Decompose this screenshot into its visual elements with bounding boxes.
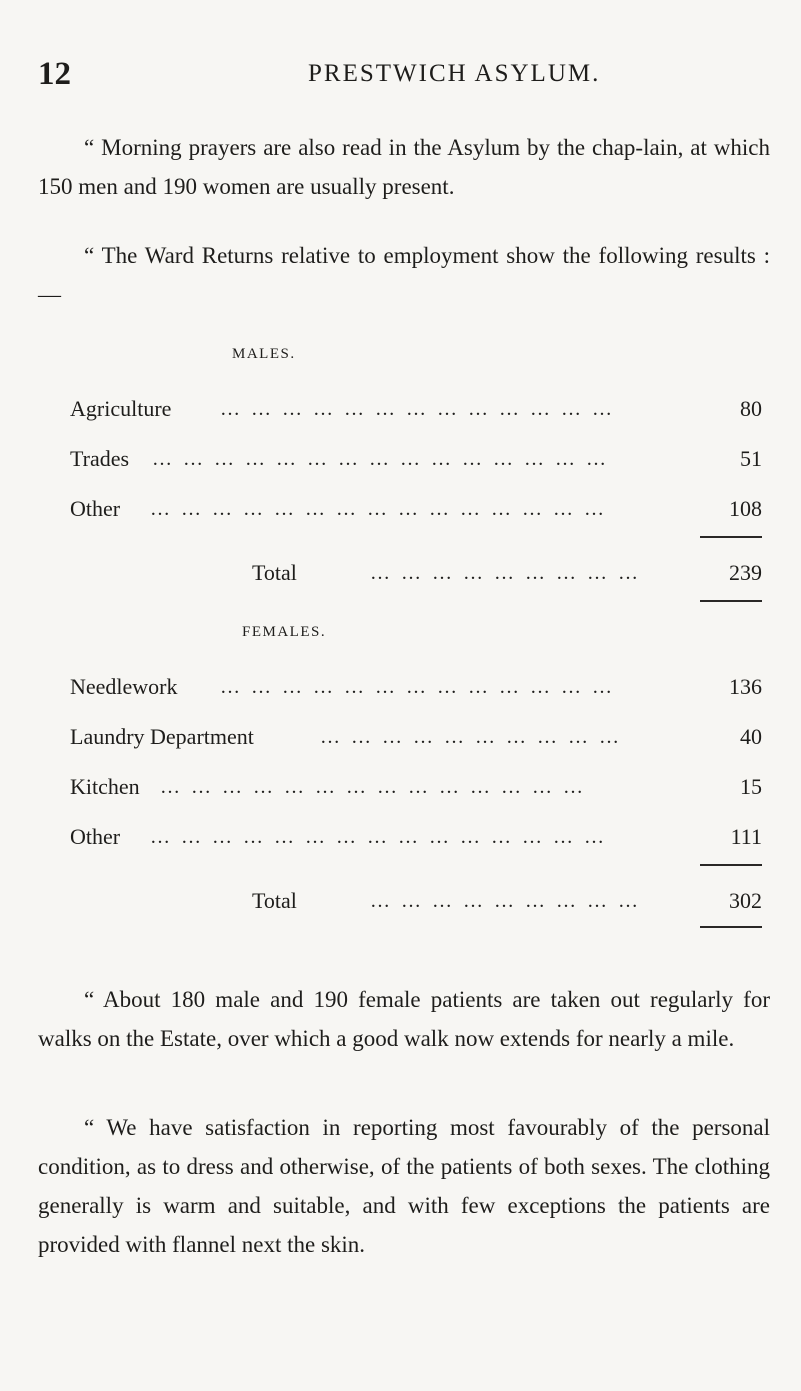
row-label: Laundry Department (70, 724, 254, 749)
paragraph-walks: “ About 180 male and 190 female patients are taken out regularly for walks on the Estate, over which a good walk now extends for nearly a mile. (38, 987, 770, 1051)
row-label: Kitchen (70, 774, 140, 799)
row-value: 51 (740, 446, 762, 471)
row-value: 80 (740, 396, 762, 421)
table-row (70, 494, 762, 524)
leader-dots: … … … … … … … … … … … … … (220, 398, 615, 420)
table-row (70, 672, 762, 702)
females-heading: FEMALES. (242, 624, 327, 640)
row-value: 108 (729, 496, 762, 521)
total-rule (700, 600, 762, 602)
total-label: Total (252, 560, 297, 585)
leader-dots: … … … … … … … … … (370, 562, 641, 584)
leader-dots: … … … … … … … … … … … … … (220, 676, 615, 698)
leader-dots: … … … … … … … … … … … … … … … (152, 448, 609, 470)
paragraph-prayers: “ Morning prayers are also read in the Asylum by the chap-lain, at which 150 men and 190 women are usually present. (38, 135, 770, 199)
total-label: Total (252, 888, 297, 913)
total-value: 239 (729, 560, 762, 585)
table-row-total (70, 886, 762, 916)
row-value: 15 (740, 774, 762, 799)
row-label: Other (70, 824, 121, 849)
males-heading: MALES. (232, 346, 296, 362)
table-row (70, 722, 762, 752)
table-row-total (70, 558, 762, 588)
row-label: Other (70, 496, 121, 521)
table-row (70, 822, 762, 852)
table-row (70, 394, 762, 424)
row-label: Trades (70, 446, 130, 471)
running-head: PRESTWICH ASYLUM. (308, 60, 601, 87)
leader-dots: … … … … … … … … … … (320, 726, 622, 748)
page-number: 12 (38, 56, 71, 92)
row-value: 111 (730, 824, 762, 849)
row-label: Needlework (70, 674, 178, 699)
row-label: Agriculture (70, 396, 172, 421)
leader-dots: … … … … … … … … … … … … … … … (150, 498, 607, 520)
table-row (70, 444, 762, 474)
total-rule (700, 926, 762, 928)
table-row (70, 772, 762, 802)
paragraph-personal-condition: “ We have satisfaction in reporting most favourably of the personal condition, as to dress and otherwise, of the patients of both sexes. The clothing generally is warm and suitable, and with few exceptions the patients are provided with flannel next the skin. (38, 1115, 770, 1257)
subtotal-rule (700, 536, 762, 538)
paragraph-ward-returns: “ The Ward Returns relative to employment show the following results :— (38, 243, 770, 307)
leader-dots: … … … … … … … … … (370, 890, 641, 912)
leader-dots: … … … … … … … … … … … … … … … (150, 826, 607, 848)
row-value: 40 (740, 724, 762, 749)
subtotal-rule (700, 864, 762, 866)
total-value: 302 (729, 888, 762, 913)
row-value: 136 (729, 674, 762, 699)
leader-dots: … … … … … … … … … … … … … … (160, 776, 586, 798)
